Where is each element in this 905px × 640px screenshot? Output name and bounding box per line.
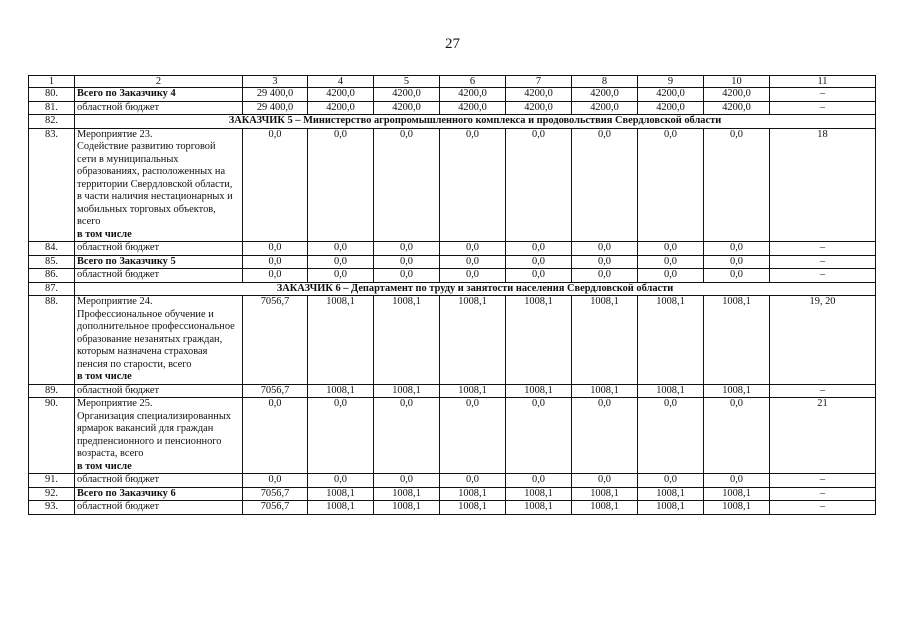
goal-reference: 19, 20 [770,296,876,385]
description-line: Содействие развитию торговой [77,141,216,152]
row-description [75,128,243,242]
goal-reference: – [770,501,876,515]
goal-reference: – [770,384,876,398]
row-description: областной бюджет [75,101,243,115]
amount-cell: 4200,0 [638,88,704,102]
amount-cell: 0,0 [506,269,572,283]
header-row [29,76,876,88]
amount-cell: 0,0 [308,269,374,283]
amount-cell: 0,0 [704,398,770,474]
goal-reference: – [770,487,876,501]
amount-cell: 0,0 [638,242,704,256]
row-description [75,398,243,474]
amount-cell: 0,0 [506,398,572,474]
amount-cell: 0,0 [374,474,440,488]
description-line: Мероприятие 25. [77,398,153,409]
table-row [29,296,876,385]
amount-cell: 0,0 [243,398,308,474]
amount-cell: 29 400,0 [243,88,308,102]
amount-cell: 0,0 [704,255,770,269]
goal-reference: – [770,242,876,256]
amount-cell: 0,0 [704,269,770,283]
table-row [29,398,876,474]
amount-cell: 1008,1 [374,384,440,398]
row-description: Всего по Заказчику 4 [75,88,243,102]
goal-reference: – [770,474,876,488]
row-description [75,296,243,385]
amount-cell: 0,0 [374,255,440,269]
amount-cell: 0,0 [704,242,770,256]
row-description: Всего по Заказчику 5 [75,255,243,269]
table-row [29,269,876,283]
amount-cell: 0,0 [440,242,506,256]
amount-cell: 0,0 [308,255,374,269]
amount-cell: 1008,1 [704,487,770,501]
row-number: 80. [29,88,75,102]
column-header-11: 11 [770,76,876,88]
description-line: Организация специализированных [77,410,231,422]
amount-cell: 0,0 [572,242,638,256]
description-line: в том числе [77,228,132,240]
table-row [29,255,876,269]
amount-cell: 0,0 [506,128,572,242]
amount-cell: 1008,1 [440,487,506,501]
row-description: Всего по Заказчику 6 [75,487,243,501]
column-header-6: 6 [440,76,506,88]
column-header-8: 8 [572,76,638,88]
amount-cell: 4200,0 [572,88,638,102]
description-line: которым назначена страховая [77,346,208,357]
amount-cell: 0,0 [440,398,506,474]
row-number: 91. [29,474,75,488]
row-description: областной бюджет [75,384,243,398]
column-header-2: 2 [75,76,243,88]
amount-cell: 4200,0 [374,101,440,115]
amount-cell: 0,0 [638,474,704,488]
amount-cell: 1008,1 [572,296,638,385]
amount-cell: 1008,1 [704,501,770,515]
amount-cell: 0,0 [243,255,308,269]
amount-cell: 4200,0 [440,101,506,115]
amount-cell: 4200,0 [440,88,506,102]
amount-cell: 1008,1 [638,501,704,515]
amount-cell: 1008,1 [506,384,572,398]
table-row [29,474,876,488]
amount-cell: 1008,1 [572,501,638,515]
row-description: областной бюджет [75,242,243,256]
amount-cell: 0,0 [638,398,704,474]
table-row [29,384,876,398]
row-number: 89. [29,384,75,398]
goal-reference: – [770,101,876,115]
section-title: ЗАКАЗЧИК 6 – Департамент по труду и занятости населения Свердловской области [75,282,876,296]
amount-cell: 1008,1 [374,501,440,515]
section-row [29,282,876,296]
amount-cell: 0,0 [308,242,374,256]
amount-cell: 0,0 [572,269,638,283]
amount-cell: 0,0 [243,474,308,488]
goal-reference: – [770,269,876,283]
description-line: возраста, всего [77,448,144,459]
amount-cell: 0,0 [572,398,638,474]
amount-cell: 7056,7 [243,296,308,385]
amount-cell: 1008,1 [704,384,770,398]
amount-cell: 0,0 [308,474,374,488]
amount-cell: 0,0 [374,128,440,242]
amount-cell: 1008,1 [506,487,572,501]
column-header-7: 7 [506,76,572,88]
amount-cell: 0,0 [506,242,572,256]
description-line: всего [77,216,101,227]
row-description: областной бюджет [75,474,243,488]
table-row [29,242,876,256]
amount-cell: 0,0 [572,474,638,488]
amount-cell: 1008,1 [506,296,572,385]
amount-cell: 0,0 [243,242,308,256]
amount-cell: 0,0 [308,398,374,474]
table-row [29,128,876,242]
description-line: мобильных торговых объектов, [77,203,216,215]
description-line: дополнительное профессиональное [77,321,235,332]
row-number: 81. [29,101,75,115]
row-description: областной бюджет [75,501,243,515]
goal-reference: – [770,255,876,269]
section-row [29,115,876,129]
row-number: 87. [29,282,75,296]
amount-cell: 7056,7 [243,487,308,501]
description-line: сети в муниципальных [77,153,179,165]
description-line: Мероприятие 24. [77,296,153,307]
amount-cell: 1008,1 [440,296,506,385]
amount-cell: 0,0 [243,128,308,242]
description-line: ярмарок вакансий для граждан [77,423,214,434]
amount-cell: 0,0 [374,398,440,474]
amount-cell: 1008,1 [704,296,770,385]
amount-cell: 1008,1 [638,384,704,398]
program-table [28,75,876,515]
row-number: 82. [29,115,75,129]
description-line: образованиях, расположенных на [77,166,226,177]
amount-cell: 0,0 [308,128,374,242]
description-line: территории Свердловской области, [77,178,233,190]
table-row [29,501,876,515]
amount-cell: 0,0 [440,474,506,488]
amount-cell: 0,0 [440,255,506,269]
column-header-5: 5 [374,76,440,88]
description-line: Мероприятие 23. [77,128,153,140]
amount-cell: 0,0 [506,474,572,488]
amount-cell: 1008,1 [440,501,506,515]
amount-cell: 0,0 [638,128,704,242]
table-row [29,487,876,501]
amount-cell: 0,0 [638,255,704,269]
row-number: 85. [29,255,75,269]
description-line: образование незанятых граждан, [77,333,223,345]
column-header-1: 1 [29,76,75,88]
amount-cell: 0,0 [243,269,308,283]
description-line: в части наличия нестационарных и [77,191,233,202]
amount-cell: 4200,0 [638,101,704,115]
amount-cell: 1008,1 [374,296,440,385]
description-line: предпенсионного и пенсионного [77,435,222,447]
amount-cell: 1008,1 [638,296,704,385]
description-line: в том числе [77,371,132,382]
row-number: 90. [29,398,75,474]
column-header-3: 3 [243,76,308,88]
amount-cell: 0,0 [572,255,638,269]
amount-cell: 1008,1 [308,501,374,515]
amount-cell: 0,0 [440,128,506,242]
amount-cell: 1008,1 [638,487,704,501]
amount-cell: 0,0 [440,269,506,283]
section-title: ЗАКАЗЧИК 5 – Министерство агропромышленного комплекса и продовольствия Свердловской области [75,115,876,129]
amount-cell: 4200,0 [704,88,770,102]
amount-cell: 4200,0 [308,101,374,115]
row-description: областной бюджет [75,269,243,283]
description-line: пенсия по старости, всего [77,358,192,370]
row-number: 92. [29,487,75,501]
row-number: 88. [29,296,75,385]
row-number: 84. [29,242,75,256]
amount-cell: 29 400,0 [243,101,308,115]
table-body [29,88,876,515]
page-number: 27 [445,36,460,52]
amount-cell: 0,0 [506,255,572,269]
amount-cell: 4200,0 [704,101,770,115]
amount-cell: 4200,0 [374,88,440,102]
row-number: 86. [29,269,75,283]
amount-cell: 0,0 [704,474,770,488]
amount-cell: 1008,1 [374,487,440,501]
amount-cell: 1008,1 [440,384,506,398]
amount-cell: 1008,1 [308,384,374,398]
column-header-10: 10 [704,76,770,88]
amount-cell: 0,0 [704,128,770,242]
amount-cell: 4200,0 [506,88,572,102]
goal-reference: 18 [770,128,876,242]
column-header-4: 4 [308,76,374,88]
amount-cell: 1008,1 [308,296,374,385]
goal-reference: – [770,88,876,102]
table-row [29,101,876,115]
description-line: Профессиональное обучение и [77,308,214,320]
amount-cell: 0,0 [374,269,440,283]
amount-cell: 7056,7 [243,384,308,398]
amount-cell: 0,0 [374,242,440,256]
amount-cell: 1008,1 [572,487,638,501]
amount-cell: 7056,7 [243,501,308,515]
row-number: 83. [29,128,75,242]
amount-cell: 4200,0 [572,101,638,115]
amount-cell: 1008,1 [572,384,638,398]
goal-reference: 21 [770,398,876,474]
row-number: 93. [29,501,75,515]
amount-cell: 0,0 [638,269,704,283]
column-header-9: 9 [638,76,704,88]
table-row [29,88,876,102]
amount-cell: 1008,1 [506,501,572,515]
amount-cell: 4200,0 [308,88,374,102]
amount-cell: 4200,0 [506,101,572,115]
amount-cell: 0,0 [572,128,638,242]
description-line: в том числе [77,460,132,472]
amount-cell: 1008,1 [308,487,374,501]
